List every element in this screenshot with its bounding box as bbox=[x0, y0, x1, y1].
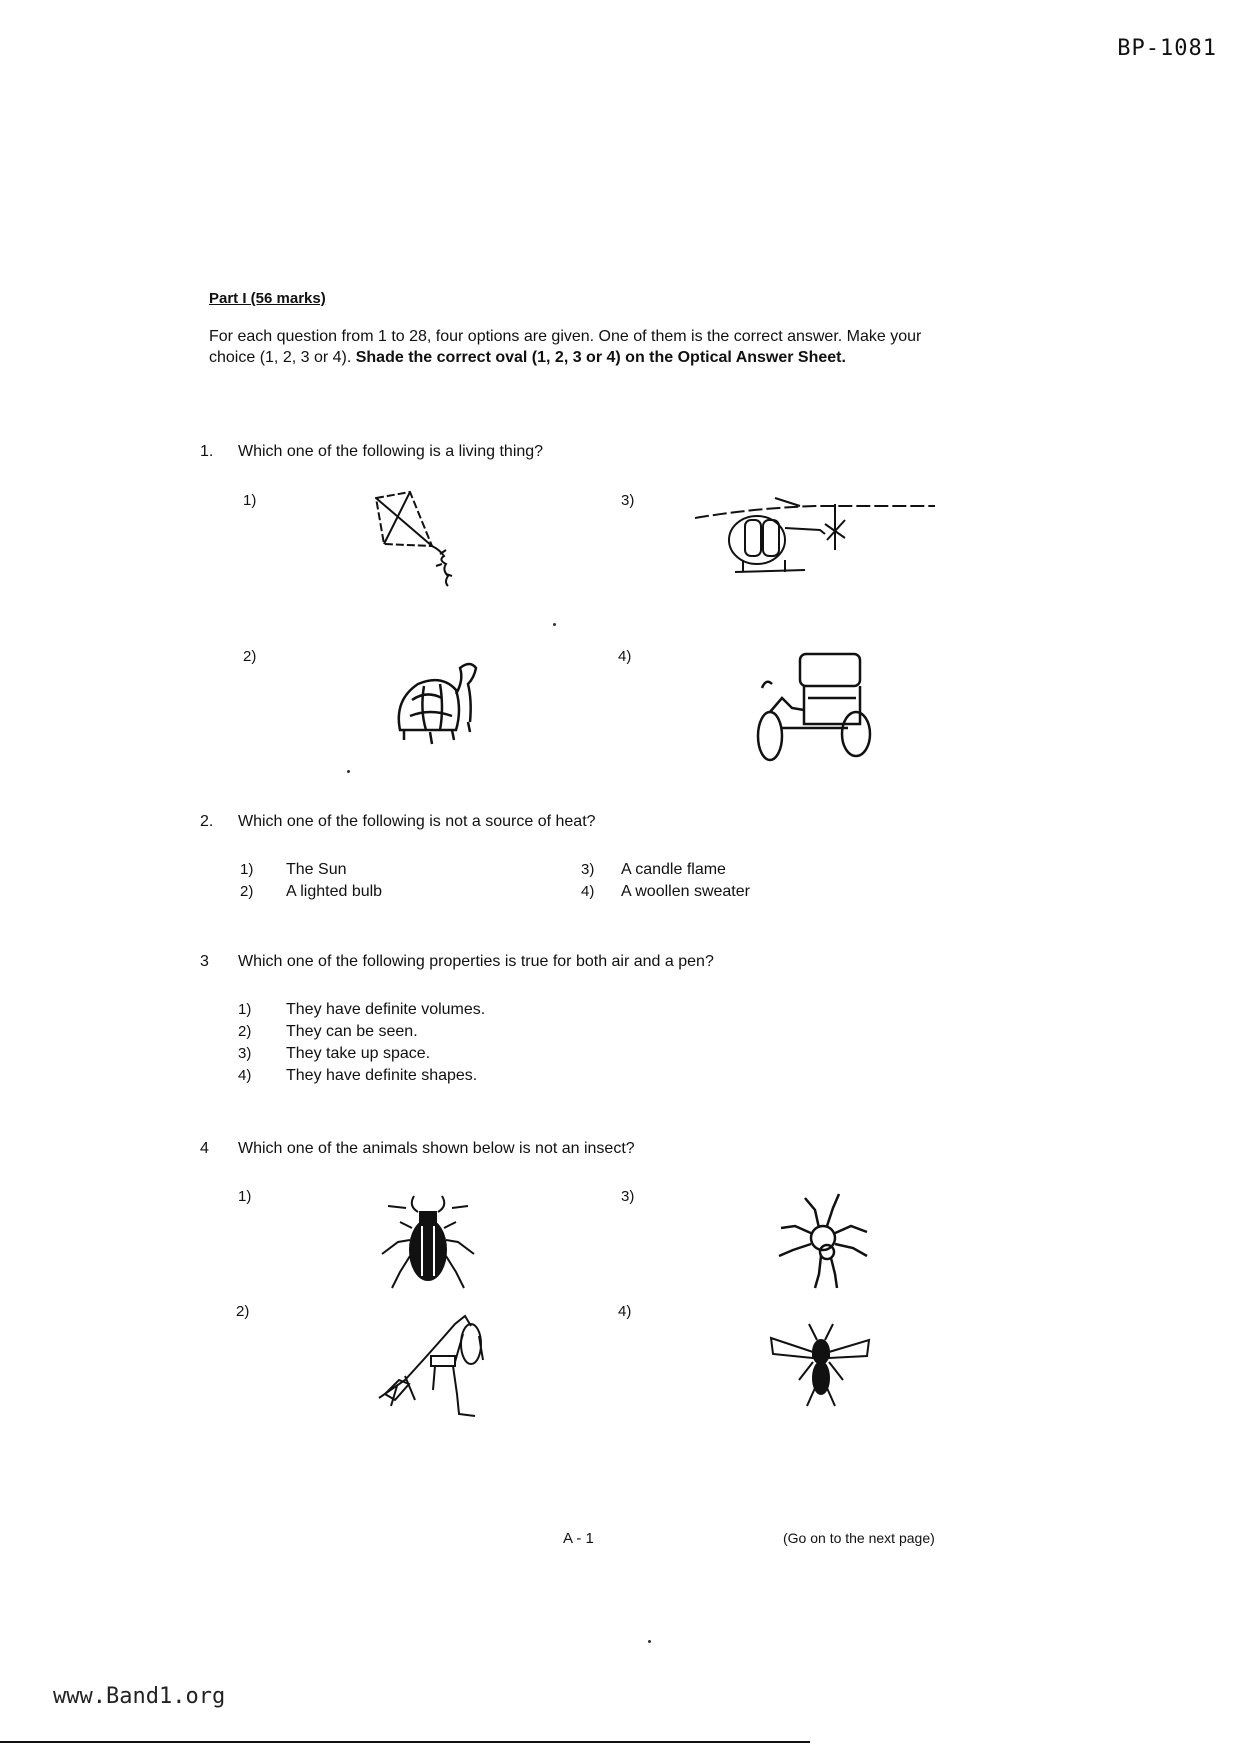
option-label: 1) bbox=[243, 492, 257, 509]
question-3 bbox=[200, 953, 1050, 973]
question-2 bbox=[200, 813, 1000, 833]
question-4 bbox=[200, 1140, 1050, 1160]
option-text: The Sun bbox=[286, 861, 347, 878]
option-text: A woollen sweater bbox=[621, 883, 750, 900]
option-label: 1) bbox=[238, 1188, 252, 1205]
option-text: A lighted bulb bbox=[286, 883, 383, 900]
question-text: Which one of the animals shown below is not an insect? bbox=[238, 1140, 635, 1157]
beetle-icon bbox=[378, 1192, 478, 1292]
option-label: 4) bbox=[618, 1303, 632, 1320]
scan-speck bbox=[347, 770, 350, 773]
scan-speck bbox=[648, 1640, 651, 1643]
option-text: A candle flame bbox=[621, 861, 726, 878]
question-text: Which one of the following properties is true for both air and a pen? bbox=[238, 953, 714, 970]
spider-icon bbox=[775, 1190, 875, 1290]
instructions-bold-text: Shade the correct oval (1, 2, 3 or 4) on the Optical Answer Sheet. bbox=[355, 349, 846, 366]
instructions-text: For each question from 1 to 28, four options are given. One of them is the correct answer. Make your choice (1, 2, 3 or 4). bbox=[209, 328, 922, 366]
option-label: 3) bbox=[581, 861, 595, 878]
helicopter-icon bbox=[695, 490, 945, 590]
option-text: They can be seen. bbox=[286, 1023, 418, 1040]
question-number: 4 bbox=[200, 1140, 209, 1157]
question-number: 2. bbox=[200, 813, 214, 830]
kite-icon bbox=[370, 490, 490, 590]
option-label: 4) bbox=[618, 648, 632, 665]
tortoise-icon bbox=[390, 660, 500, 750]
option-label: 3) bbox=[621, 492, 635, 509]
option-label: 4) bbox=[581, 883, 595, 900]
question-1 bbox=[200, 443, 1000, 463]
option-text: They take up space. bbox=[286, 1045, 431, 1062]
paper-code: BP-1081 bbox=[1117, 36, 1217, 61]
question-text: Which one of the following is not a source of heat? bbox=[238, 813, 596, 830]
instructions bbox=[209, 326, 944, 368]
option-label: 4) bbox=[238, 1067, 252, 1084]
bee-icon bbox=[765, 1318, 875, 1408]
watermark-link[interactable]: www.Band1.org bbox=[53, 1684, 226, 1709]
option-label: 3) bbox=[238, 1045, 252, 1062]
option-label: 2) bbox=[238, 1023, 252, 1040]
option-label: 2) bbox=[236, 1303, 250, 1320]
page-number: A - 1 bbox=[563, 1530, 594, 1547]
option-text: They have definite shapes. bbox=[286, 1067, 478, 1084]
option-label: 3) bbox=[621, 1188, 635, 1205]
question-text: Which one of the following is a living thing? bbox=[238, 443, 544, 460]
part-title: Part I (56 marks) bbox=[209, 290, 326, 307]
mantis-icon bbox=[375, 1310, 495, 1420]
question-number: 1. bbox=[200, 443, 214, 460]
option-label: 1) bbox=[238, 1001, 252, 1018]
question-number: 3 bbox=[200, 953, 209, 970]
scan-edge-line bbox=[0, 1741, 810, 1743]
continue-note: (Go on to the next page) bbox=[783, 1530, 935, 1546]
option-label: 1) bbox=[240, 861, 254, 878]
scan-speck bbox=[553, 623, 556, 626]
option-label: 2) bbox=[243, 648, 257, 665]
trishaw-icon bbox=[752, 648, 882, 766]
option-label: 2) bbox=[240, 883, 254, 900]
option-text: They have definite volumes. bbox=[286, 1001, 486, 1018]
